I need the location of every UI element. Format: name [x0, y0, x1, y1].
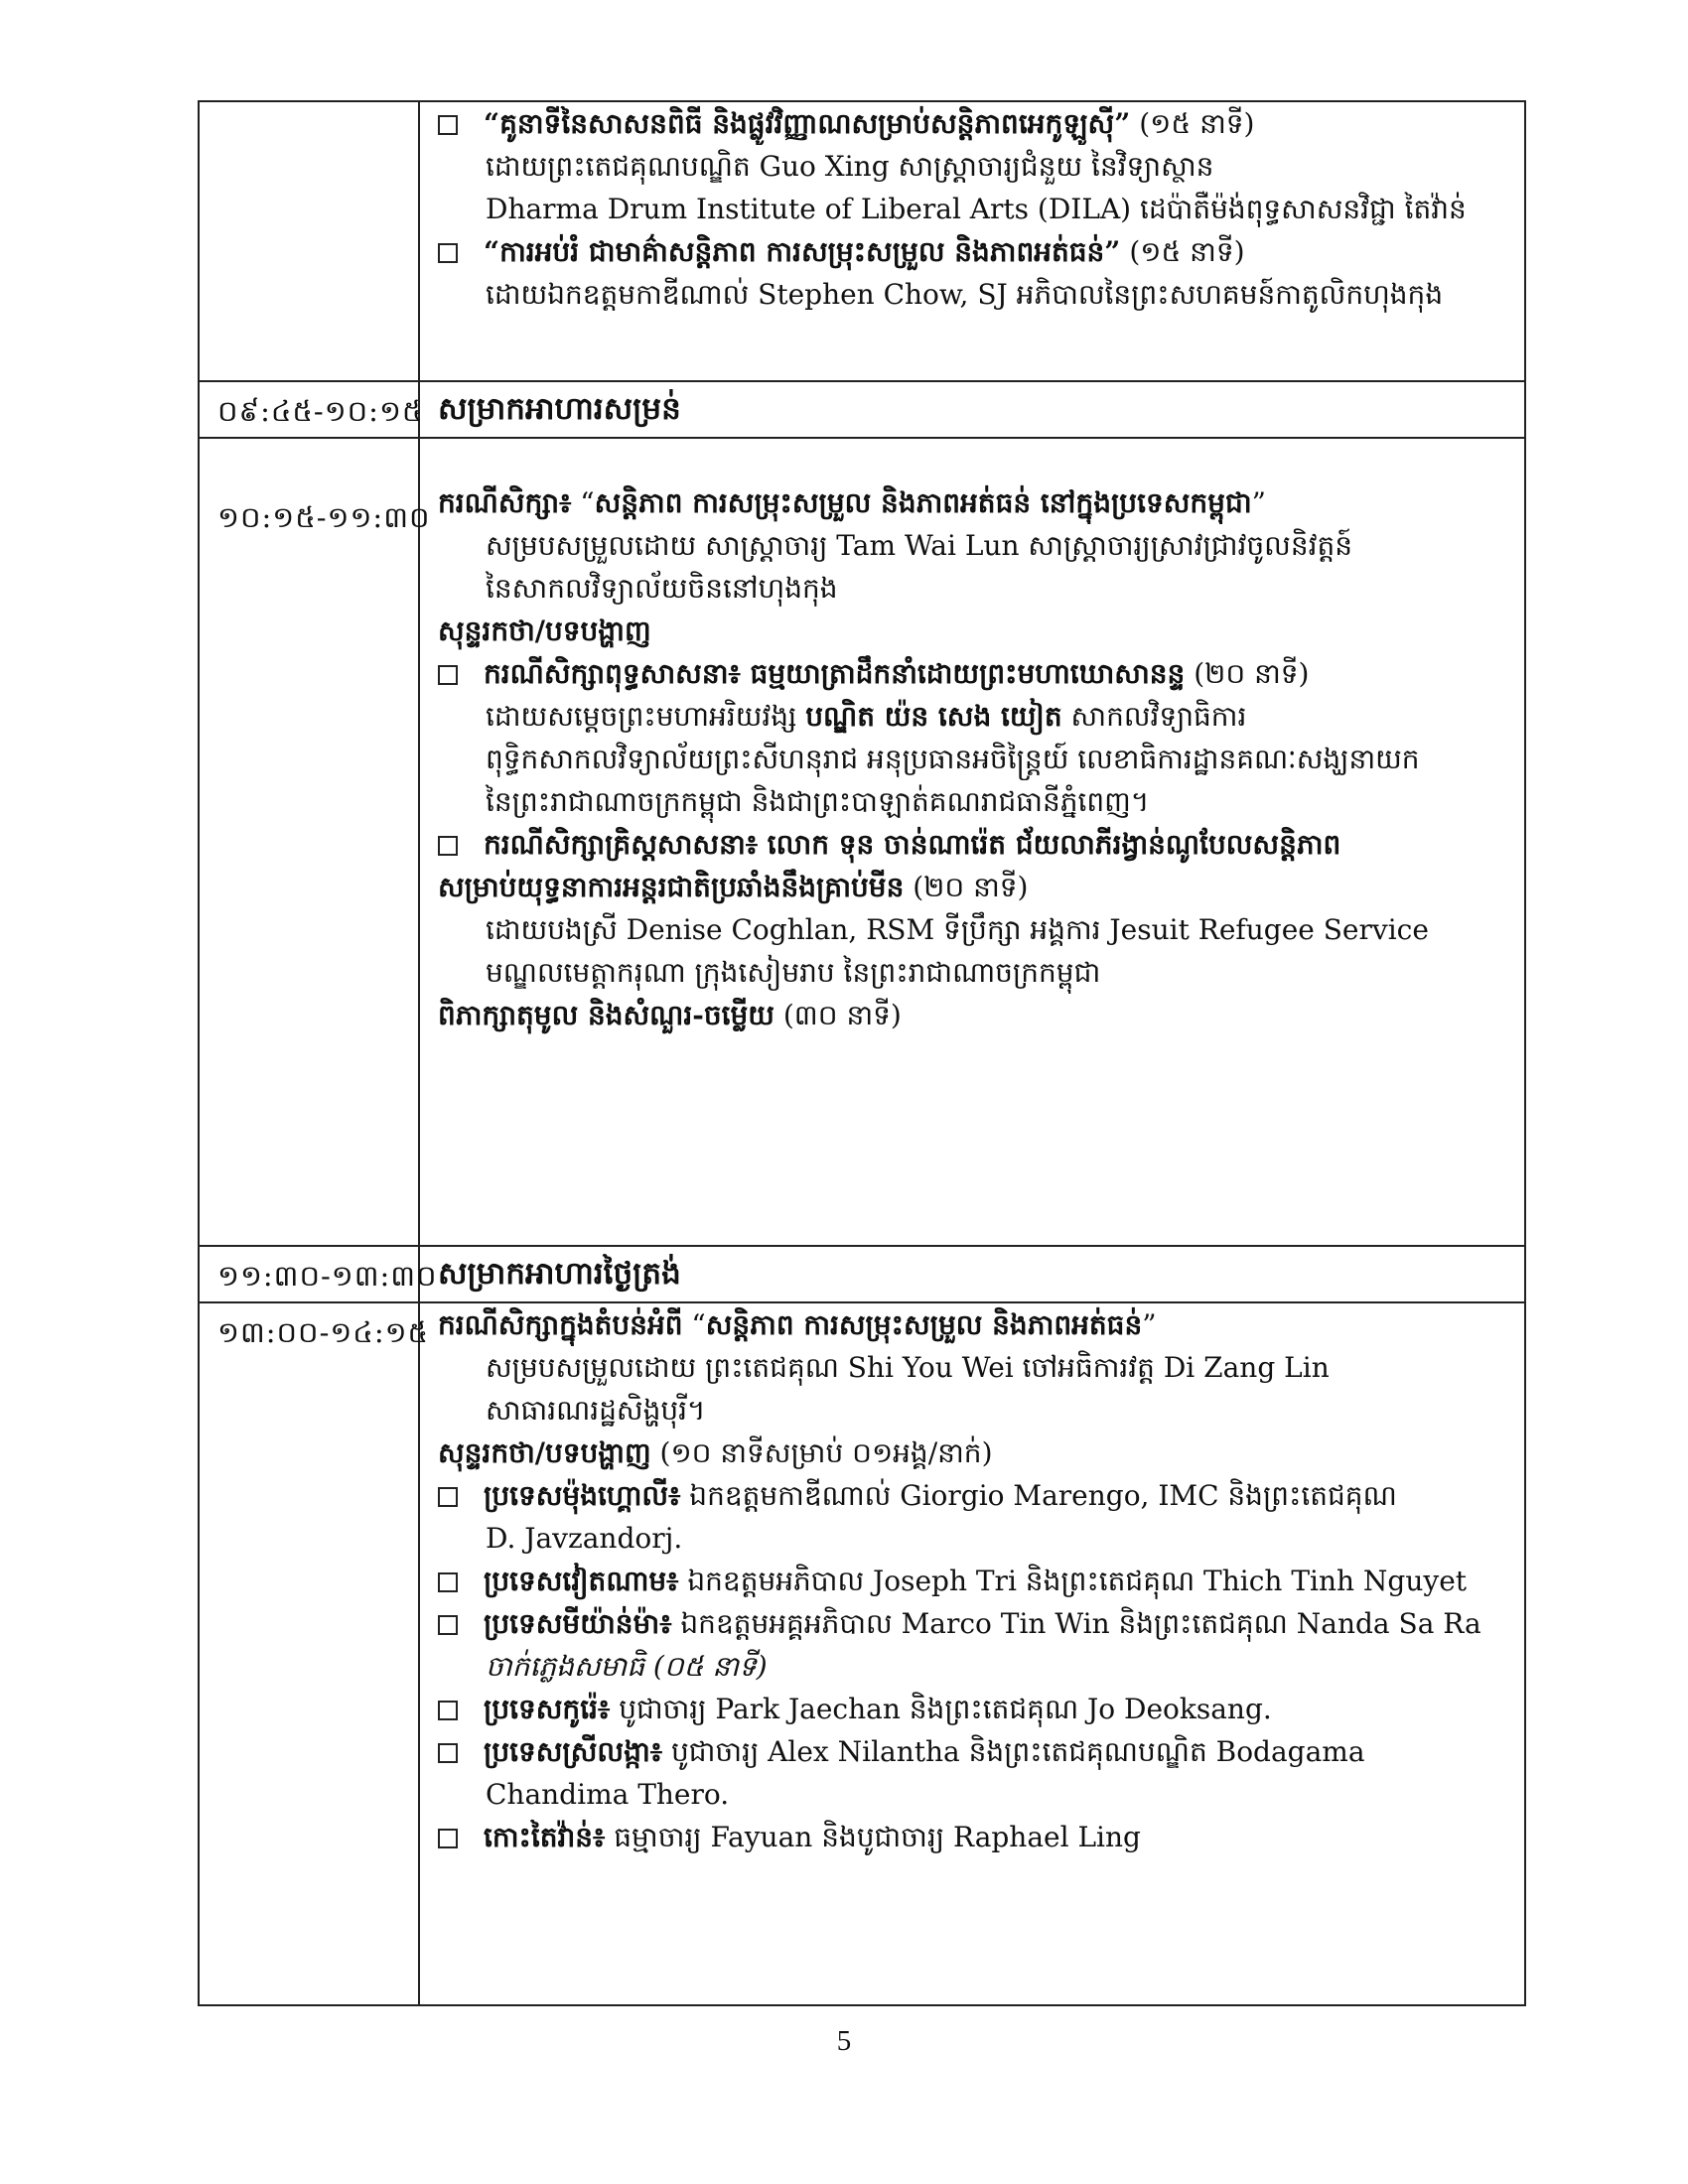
content-line	[438, 1346, 1510, 1389]
time-cell: ១០:១៥-១១:៣០	[199, 438, 419, 1246]
body-text: នៃព្រះរាជាណាចក្រកម្ពុជា និងជាព្រះបាឡាត់គណរាជធានីភ្នំពេញ។	[486, 785, 1150, 818]
checkbox-icon	[438, 1701, 458, 1720]
suffix-text: បូជាចារ្យ Alex Nilantha និងព្រះតេជគុណបណ្ឌិត Bodagama	[662, 1735, 1365, 1768]
content-cell	[419, 101, 1525, 381]
body-text: សាធារណរដ្ឋសិង្ហបុរី។	[486, 1394, 706, 1427]
content-line	[438, 695, 1510, 738]
content-line	[438, 1560, 1510, 1602]
bold-title: ប្រទេសវៀតណាម៖	[484, 1565, 679, 1597]
content-line	[438, 1730, 1510, 1773]
content-line	[438, 652, 1510, 695]
content-line	[438, 1517, 1510, 1560]
content-line	[438, 1303, 1510, 1346]
bold-title: ប្រទេសស្រីលង្កា៖	[484, 1735, 663, 1768]
content-line	[438, 188, 1510, 230]
content-cell	[419, 438, 1525, 1246]
break-heading: សម្រាកអាហារថ្ងៃត្រង់	[438, 1256, 681, 1292]
agenda-row	[199, 381, 1525, 438]
quote-mark: “	[682, 1308, 706, 1341]
content-line	[438, 273, 1510, 316]
body-text: មណ្ឌលមេត្តាករុណា ក្រុងសៀមរាប នៃព្រះរាជាណាចក្រកម្ពុជា	[486, 956, 1101, 989]
content-line	[438, 102, 1510, 145]
body-text: ដោយបងស្រី Denise Coghlan, RSM ទីប្រឹក្សា អង្គការ Jesuit Refugee Service	[486, 913, 1429, 946]
content-line	[438, 439, 1510, 481]
bold-title: ពិភាក្សាតុមូល និងសំណួរ-ចម្លើយ	[438, 999, 774, 1031]
agenda-row	[199, 438, 1525, 1246]
content-line	[438, 610, 1510, 652]
body-text: សម្របសម្រួលដោយ ព្រះតេជគុណ Shi You Wei ចៅអធិការវត្ត Di Zang Lin	[486, 1351, 1330, 1384]
bold-title: បណ្ឌិត យ៉ន សេង យៀត	[805, 700, 1062, 733]
time-cell: ០៩:៤៥-១០:១៥	[199, 381, 419, 438]
page-number: 5	[836, 2025, 852, 2057]
agenda-row	[199, 101, 1525, 381]
time-cell: ១១:៣០-១៣:៣០	[199, 1246, 419, 1302]
suffix-text: ឯកឧត្តមអគ្គអភិបាល Marco Tin Win និងព្រះតេជគុណ Nanda Sa Ra	[671, 1607, 1481, 1640]
checkbox-icon	[438, 665, 458, 685]
content-line	[438, 481, 1510, 524]
content-line	[438, 908, 1510, 951]
bold-title: សន្តិភាព ការសម្រុះសម្រួល និងភាពអត់ធន់	[705, 1308, 1143, 1341]
agenda-row	[199, 1302, 1525, 2005]
content-cell	[419, 381, 1525, 438]
suffix-text: (៣០ នាទី)	[774, 999, 902, 1031]
bold-title: សម្រាប់យុទ្ធនាការអន្តរជាតិប្រឆាំងនឹងគ្រាប់មីន	[438, 871, 905, 903]
suffix-text: (១៥ នាទី)	[1130, 107, 1255, 140]
body-text: នៃសាកលវិទ្យាល័យចិននៅហុងកុង	[486, 572, 838, 605]
suffix-text: (២០ នាទី)	[1185, 657, 1310, 690]
content-line	[438, 1645, 1510, 1688]
content-line	[438, 524, 1510, 567]
agenda-table	[198, 100, 1526, 2006]
bold-title: “ការអប់រំ ជាមាគ៌ាសន្តិភាព ការសម្រុះសម្រួល និងភាពអត់ធន់”	[484, 235, 1121, 268]
content-line	[438, 738, 1510, 780]
content-line	[438, 1602, 1510, 1645]
suffix-text: ឯកឧត្តមអភិបាល Joseph Tri និងព្រះតេជគុណ Thich Tinh Nguyet	[678, 1565, 1468, 1597]
checkbox-icon	[438, 1743, 458, 1763]
content-line	[438, 823, 1510, 866]
suffix-text: សាកលវិទ្យាធិការ	[1061, 700, 1247, 733]
checkbox-icon	[438, 243, 458, 263]
body-text: D. Javzandorj.	[486, 1522, 683, 1555]
bold-title: សុន្ទរកថា/បទបង្ហាញ	[438, 1436, 651, 1469]
bold-title: កោះតៃវ៉ាន់៖	[484, 1821, 606, 1853]
content-line	[438, 1688, 1510, 1730]
body-text: ដោយឯកឧត្តមកាឌីណាល់ Stephen Chow, SJ អភិបាលនៃព្រះសហគមន៍កាតូលិកហុងកុង	[486, 278, 1444, 311]
content-line	[438, 1474, 1510, 1517]
content-line	[438, 1773, 1510, 1816]
bold-title: ករណីសិក្សា៖	[438, 486, 572, 519]
content-line	[438, 866, 1510, 908]
bold-title: សុន្ទរកថា/បទបង្ហាញ	[438, 614, 651, 647]
body-text: ពុទ្ធិកសាកលវិទ្យាល័យព្រះសីហនុរាជ អនុប្រធានអចិន្ត្រៃយ៍ លេខាធិការដ្ឋានគណៈសង្ឃនាយក	[486, 743, 1420, 775]
content-line	[438, 1389, 1510, 1432]
suffix-text: (១៥ នាទី)	[1120, 235, 1245, 268]
bold-title: “គូនាទីនៃសាសនពិធី និងផ្លូវវិញ្ញាណសម្រាប់សន្តិភាពអេកូឡូស៊ី”	[484, 107, 1131, 140]
bold-title: ករណីសិក្សាក្នុងតំបន់អំពី	[438, 1308, 683, 1341]
body-text: សម្របសម្រួលដោយ សាស្ត្រាចារ្យ Tam Wai Lun សាស្ត្រាចារ្យស្រាវជ្រាវចូលនិវត្តន៍	[486, 529, 1353, 562]
bold-title: សន្តិភាព ការសម្រុះសម្រួល និងភាពអត់ធន់ នៅក្នុងប្រទេសកម្ពុជា	[594, 486, 1252, 519]
time-cell: ១៣:០០-១៤:១៥	[199, 1302, 419, 2005]
break-heading: សម្រាកអាហារសម្រន់	[438, 391, 681, 427]
checkbox-icon	[438, 836, 458, 856]
content-line	[438, 1816, 1510, 1858]
content-line	[438, 951, 1510, 994]
content-line	[438, 567, 1510, 610]
suffix-text: ”	[1251, 486, 1266, 519]
quote-mark: “	[571, 486, 595, 519]
suffix-text: ឯកឧត្តមកាឌីណាល់ Giorgio Marengo, IMC និងព្រះតេជគុណ	[680, 1479, 1397, 1512]
content-line	[438, 1432, 1510, 1474]
time-cell	[199, 101, 419, 381]
body-text: ដោយព្រះតេជគុណបណ្ឌិត Guo Xing សាស្ត្រាចារ្យជំនួយ នៃវិទ្យាស្ថាន	[486, 150, 1214, 183]
checkbox-icon	[438, 1615, 458, 1635]
bold-title: ករណីសិក្សាពុទ្ធសាសនា៖ ធម្មយាត្រាដឹកនាំដោយព្រះមហាឃោសានន្ទ	[484, 657, 1186, 690]
content-line	[438, 780, 1510, 823]
bold-title: ប្រទេសម៉ុងហ្គោលី៖	[484, 1479, 681, 1512]
suffix-text: (២០ នាទី)	[904, 871, 1029, 903]
bold-title: ប្រទេសមីយ៉ាន់ម៉ា៖	[484, 1607, 672, 1640]
body-text: ដោយសម្តេចព្រះមហាអរិយវង្ស	[486, 700, 806, 733]
suffix-text: បូជាចារ្យ Park Jaechan និងព្រះតេជគុណ Jo Deoksang.	[610, 1693, 1272, 1725]
checkbox-icon	[438, 1572, 458, 1592]
italic-note: ចាក់ភ្លេងសមាធិ (០៥ នាទី)	[486, 1650, 768, 1683]
checkbox-icon	[438, 1487, 458, 1507]
content-cell	[419, 1302, 1525, 2005]
content-line	[438, 145, 1510, 188]
content-line	[438, 230, 1510, 273]
content-cell	[419, 1246, 1525, 1302]
body-text: Dharma Drum Institute of Liberal Arts (DILA) ដេប៉ាតឺម៉ង់ពុទ្ធសាសនវិជ្ជា តៃវ៉ាន់	[486, 193, 1467, 225]
suffix-text: ”	[1142, 1308, 1157, 1341]
suffix-text: (១០ នាទីសម្រាប់ ០១អង្គ/នាក់)	[650, 1436, 993, 1469]
suffix-text: ធម្មាចារ្យ Fayuan និងបូជាចារ្យ Raphael Ling	[605, 1821, 1141, 1853]
content-line	[438, 994, 1510, 1036]
bold-title: ប្រទេសកូរ៉េ៖	[484, 1693, 611, 1725]
checkbox-icon	[438, 115, 458, 135]
checkbox-icon	[438, 1829, 458, 1848]
bold-title: ករណីសិក្សាគ្រិស្តសាសនា៖ លោក ទុន ចាន់ណារ៉េត ជ័យលាភីរង្វាន់ណូបែលសន្តិភាព	[484, 828, 1341, 861]
body-text: Chandima Thero.	[486, 1778, 730, 1811]
agenda-row	[199, 1246, 1525, 1302]
